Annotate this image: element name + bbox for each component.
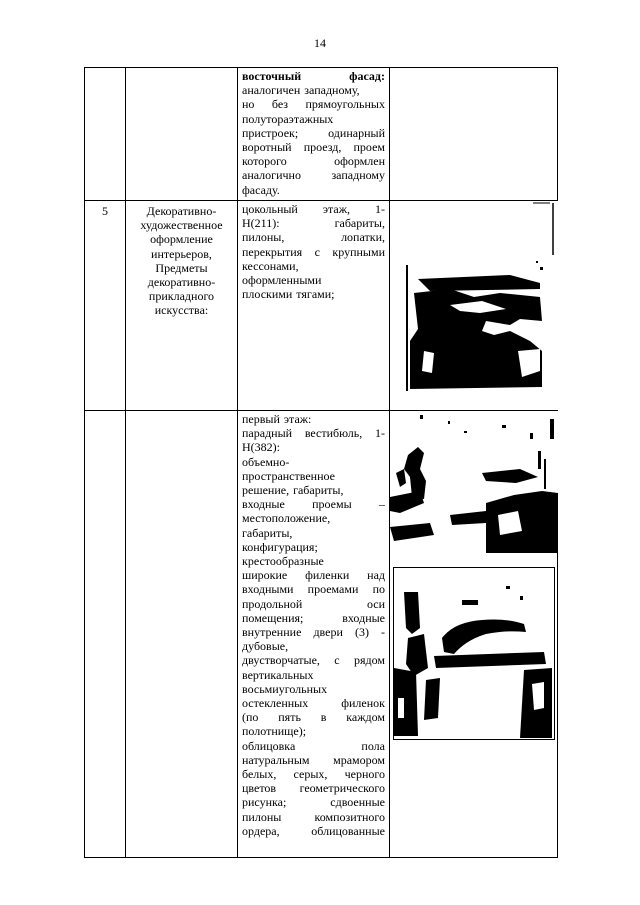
table-row <box>85 68 558 201</box>
page-number: 14 <box>314 36 326 50</box>
description-line: внутренние двери (3) - <box>242 625 385 640</box>
description-line: помещения; входные <box>242 610 385 625</box>
description-lines <box>242 202 385 301</box>
description-line: аналогичен западному, <box>242 83 360 98</box>
description-line: конфигурация; <box>242 539 318 554</box>
description-line: решение, габариты, <box>242 483 344 498</box>
object-name-cell <box>126 201 238 411</box>
description-lines <box>242 69 385 197</box>
description-line: фасаду. <box>242 182 280 197</box>
description-line: белых, серых, черного <box>242 767 385 782</box>
description-line: входные проемы – <box>242 497 385 512</box>
description-line: крестообразные <box>242 554 324 569</box>
description-line: габариты, <box>242 525 293 540</box>
description-line: кессонами, <box>242 258 299 273</box>
vestibule-photo-1 <box>390 411 558 553</box>
description-line: перекрытия с крупными <box>242 244 385 259</box>
description-line: входными проемами по <box>242 582 385 597</box>
row-number-cell: 5 <box>85 201 126 411</box>
description-line: рисунка; сдвоенные <box>242 795 385 810</box>
object-name-line: художественное <box>140 218 223 233</box>
description-line: пространственное <box>242 468 335 483</box>
object-name-line: прикладного <box>148 289 215 304</box>
table-row <box>85 201 558 411</box>
description-line: пилоны, лопатки, <box>242 230 385 245</box>
description-line: широкие филенки над <box>242 568 385 583</box>
description-line: цветов геометрического <box>242 781 385 796</box>
description-line: цокольный этаж, 1- <box>242 202 385 216</box>
photo-cell <box>390 68 558 201</box>
object-name-line: Декоративно- <box>146 204 217 218</box>
description-line: оформленными <box>242 273 322 288</box>
description-line: аналогично западному <box>242 168 385 183</box>
monument-description-table <box>84 67 558 858</box>
object-name-cell <box>126 68 238 201</box>
photo-cell <box>390 201 558 411</box>
photo-cell <box>390 411 558 858</box>
description-line: натуральным мрамором <box>242 752 385 767</box>
object-name-line: искусства: <box>154 303 209 318</box>
object-name-cell <box>126 411 238 858</box>
description-line: вертикальных <box>242 667 314 682</box>
description-line: Н(382): <box>242 440 280 455</box>
object-name-line: декоративно- <box>147 275 216 290</box>
description-line: пристроек; одинарный <box>242 125 385 140</box>
row-number-cell <box>85 68 126 201</box>
description-line: первый этаж: <box>242 412 312 426</box>
description-cell <box>238 68 390 201</box>
vestibule-photo-2 <box>393 567 555 740</box>
description-line: (по пять в каждом <box>242 710 385 725</box>
description-line: воротный проезд, проем <box>242 140 385 155</box>
basement-interior-photo <box>390 201 558 410</box>
description-line: восьмиугольных <box>242 681 328 696</box>
object-name-line: интерьеров, <box>151 246 212 261</box>
row-number-cell <box>85 411 126 858</box>
description-line: ордера, облицованные <box>242 823 385 838</box>
description-line: Н(211): габариты, <box>242 216 385 231</box>
description-line: пилоны композитного <box>242 809 385 824</box>
object-name-line: Предметы <box>155 260 208 275</box>
description-line: облицовка пола <box>242 738 385 753</box>
description-line: парадный вестибюль, 1- <box>242 426 385 441</box>
description-line: остекленных филенок <box>242 696 385 711</box>
description-line: полутораэтажных <box>242 111 334 126</box>
description-line: двустворчатые, с рядом <box>242 653 385 668</box>
description-line: местоположение, <box>242 511 331 526</box>
description-line: дубовые, <box>242 639 289 654</box>
description-line: восточный фасад: <box>242 69 385 83</box>
object-name-line: оформление <box>150 232 213 247</box>
description-cell <box>238 411 390 858</box>
object-name-lines <box>129 204 234 318</box>
description-line: продольной оси <box>242 596 385 611</box>
description-line: но без прямоугольных <box>242 97 385 112</box>
description-line: полотнище); <box>242 724 307 739</box>
description-line: плоскими тягами; <box>242 287 335 302</box>
table-row <box>85 411 558 858</box>
description-line: объемно- <box>242 454 290 469</box>
description-lines <box>242 412 385 838</box>
description-cell <box>238 201 390 411</box>
description-line: которого оформлен <box>242 154 385 169</box>
